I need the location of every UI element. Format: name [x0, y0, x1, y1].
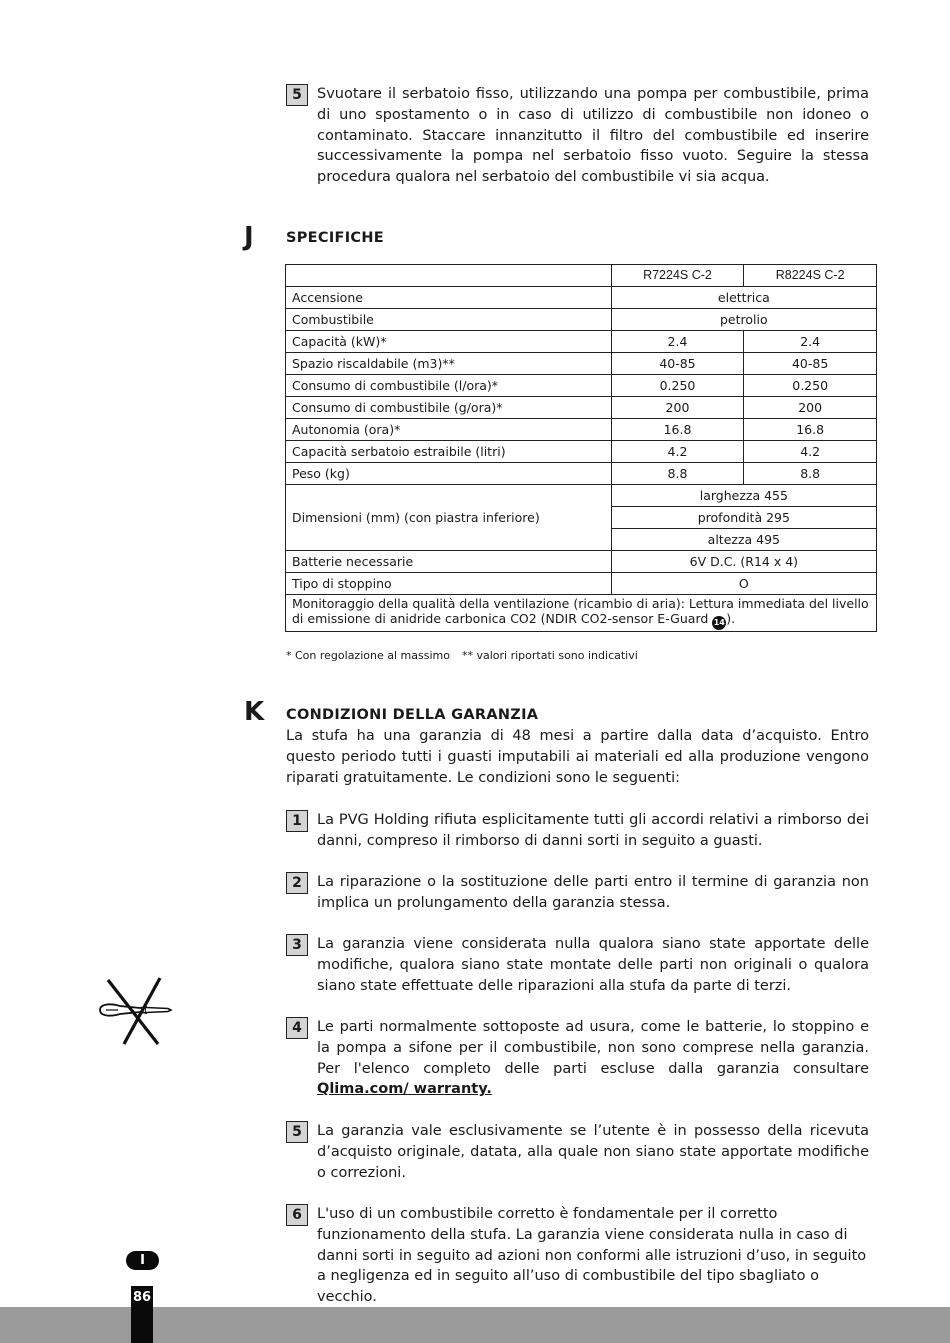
item-number: 1 [286, 810, 308, 832]
row-value: 4.2 [611, 441, 744, 463]
row-label: Accensione [286, 287, 612, 309]
row-value: elettrica [611, 287, 876, 309]
reference-number-badge: 14 [712, 616, 726, 630]
row-label: Consumo di combustibile (l/ora)* [286, 375, 612, 397]
table-row [286, 375, 877, 397]
item-number: 4 [286, 1017, 308, 1039]
item-text: L'uso di un combustibile corretto è fondamentale per il corretto funzionamento della stufa. La garanzia viene considerata nulla in caso di danni sorti in seguito ad azioni non conformi alle istruzioni d’uso, in seguito a negligenza ed in seguito all’uso di combustibile del tipo sbagliato o vecchio. [317, 1206, 867, 1306]
row-value: 200 [744, 397, 877, 419]
item-number: 3 [286, 934, 308, 956]
item-number: 5 [286, 1121, 308, 1143]
section-title-specifiche: SPECIFICHE [286, 230, 384, 246]
item-number: 6 [286, 1204, 308, 1226]
item-text: La PVG Holding rifiuta esplicitamente tutti gli accordi relativi a rimborso dei danni, compreso il rimborso di danni sorti in seguito a guasti. [317, 812, 869, 849]
warranty-item-3 [286, 934, 869, 996]
row-label: Peso (kg) [286, 463, 612, 485]
footnote-indicative: ** valori riportati sono indicativi [462, 649, 638, 662]
footnote-max-setting: * Con regolazione al massimo [286, 649, 450, 662]
row-value: 200 [611, 397, 744, 419]
warranty-item-6 [286, 1204, 869, 1308]
table-row [286, 463, 877, 485]
item-text: Le parti normalmente sottoposte ad usura, come le batterie, lo stoppino e la pompa a sifone per il combustibile, non sono comprese nella garanzia. Per l'elenco completo delle parti escluse dalla garanzia consultare [317, 1019, 869, 1077]
specifications-table [285, 264, 877, 632]
table-row-header [286, 265, 877, 287]
row-value: 0.250 [611, 375, 744, 397]
section-title-garanzia: CONDIZIONI DELLA GARANZIA [286, 707, 539, 723]
row-value: O [611, 573, 876, 595]
step-text: Svuotare il serbatoio fisso, utilizzando una pompa per combustibile, prima di uno spostamento o in caso di utilizzo di combustibile non idoneo o contaminato. Staccare innanzitutto il filtro del combustibile ed inserire successivamente la pompa nel serbatoio fisso vuoto. Seguire la stessa procedura qualora nel serbatoio del combustibile vi sia acqua. [317, 86, 869, 186]
row-value: petrolio [611, 309, 876, 331]
table-row [286, 485, 877, 507]
row-value-width: larghezza 455 [611, 485, 876, 507]
warranty-item-2 [286, 872, 869, 914]
note-text: Monitoraggio della qualità della ventilazione (ricambio di aria): Lettura immediata del livello di emissione di anidride carbonica CO2 (NDIR CO2-sensor E-Guard [292, 596, 869, 626]
table-row [286, 397, 877, 419]
row-label: Dimensioni (mm) (con piastra inferiore) [286, 485, 612, 551]
row-value: 0.250 [744, 375, 877, 397]
item-text: La garanzia vale esclusivamente se l’utente è in possesso della ricevuta d’acquisto originale, datata, alla quale non siano state apportate modifiche o correzioni. [317, 1123, 869, 1181]
item-text: La riparazione o la sostituzione delle parti entro il termine di garanzia non implica un prolungamento della garanzia stessa. [317, 874, 869, 911]
item-number: 2 [286, 872, 308, 894]
row-value: 2.4 [611, 331, 744, 353]
row-value: 16.8 [744, 419, 877, 441]
row-value: 40-85 [744, 353, 877, 375]
warranty-item-4 [286, 1017, 869, 1100]
warranty-item-5 [286, 1121, 869, 1183]
row-value-height: altezza 495 [611, 529, 876, 551]
table-row [286, 353, 877, 375]
table-row [286, 309, 877, 331]
row-value: 6V D.C. (R14 x 4) [611, 551, 876, 573]
row-value: 16.8 [611, 419, 744, 441]
table-row [286, 287, 877, 309]
table-row [286, 419, 877, 441]
table-row [286, 573, 877, 595]
row-value: 8.8 [744, 463, 877, 485]
row-value: 2.4 [744, 331, 877, 353]
crossed-screwdriver-icon [96, 974, 176, 1048]
row-label: Capacità serbatoio estraibile (litri) [286, 441, 612, 463]
page-number: 86 [132, 1290, 152, 1305]
section-letter-j: J [244, 222, 254, 252]
row-value-depth: profondità 295 [611, 507, 876, 529]
row-value: 8.8 [611, 463, 744, 485]
row-label: Consumo di combustibile (g/ora)* [286, 397, 612, 419]
table-row [286, 595, 877, 632]
warranty-intro: La stufa ha una garanzia di 48 mesi a partire dalla data d’acquisto. Entro questo periodo tutti i guasti imputabili ai materiali ed alla produzione vengono riparati gratuitamente. Le condizioni sono le seguenti: [286, 728, 869, 786]
row-label: Autonomia (ora)* [286, 419, 612, 441]
ventilation-monitoring-note [286, 595, 877, 632]
row-label: Capacità (kW)* [286, 331, 612, 353]
row-label: Combustibile [286, 309, 612, 331]
table-row [286, 441, 877, 463]
note-close: ). [726, 611, 736, 626]
item-text: La garanzia viene considerata nulla qualora siano state apportate delle modifiche, qualora siano state montate delle parti non originali o qualora siano state effettuate delle riparazioni alla stufa da parte di terzi. [317, 936, 869, 994]
warranty-link[interactable]: Qlima.com/ warranty. [317, 1081, 492, 1098]
row-label: Tipo di stoppino [286, 573, 612, 595]
row-label: Spazio riscaldabile (m3)** [286, 353, 612, 375]
row-value: 40-85 [611, 353, 744, 375]
row-value: 4.2 [744, 441, 877, 463]
language-badge: I [126, 1251, 159, 1270]
model-header-1: R7224S C-2 [611, 265, 744, 287]
row-label: Batterie necessarie [286, 551, 612, 573]
table-row [286, 551, 877, 573]
warranty-item-1 [286, 810, 869, 852]
step-5-fuel-emptying [286, 84, 869, 188]
section-letter-k: K [244, 697, 265, 727]
step-number: 5 [286, 84, 308, 106]
model-header-2: R8224S C-2 [744, 265, 877, 287]
table-row [286, 331, 877, 353]
